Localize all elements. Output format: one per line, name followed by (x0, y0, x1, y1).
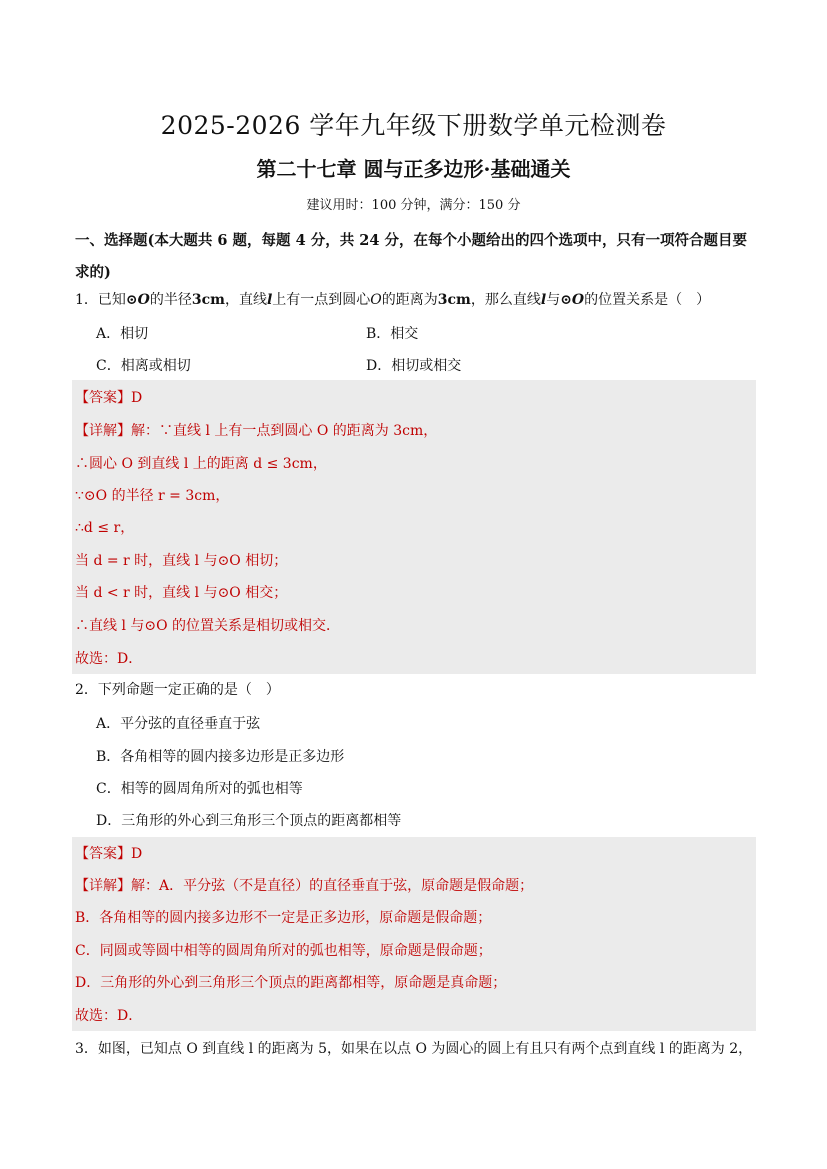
q2-detail-line: B．各角相等的圆内接多边形不一定是正多边形，原命题是假命题； (75, 910, 492, 926)
detail-label: 【详解】 (75, 423, 131, 439)
q1-option-b: B．相交 (366, 326, 419, 342)
q2-detail-text: 解：A．平分弦（不是直径）的直径垂直于弦，原命题是假命题； (131, 878, 534, 894)
q1-stem-part: 1．已知 (75, 292, 126, 308)
q1-detail-line: 当 d < r 时，直线 l 与⊙O 相交； (75, 585, 288, 601)
q1-option-d: D．相切或相交 (366, 358, 462, 374)
question-1-stem (75, 290, 710, 310)
line-symbol: l (540, 292, 547, 308)
q1-stem-part: ，那么直线 (470, 292, 541, 308)
q1-detail-line: ∴d ≤ r， (75, 520, 135, 536)
detail-label: 【详解】 (75, 878, 131, 894)
q1-detail-line: ∴直线 l 与⊙O 的位置关系是相切或相交． (75, 618, 341, 634)
q2-detail-line (75, 876, 533, 896)
q2-answer-box (72, 837, 756, 1031)
q1-option-c: C．相离或相切 (96, 358, 191, 374)
q1-stem-part: 的距离为 (381, 292, 438, 308)
chapter-subtitle: 第二十七章 圆与正多边形·基础通关 (256, 157, 571, 181)
q1-stem-part: ，直线 (224, 292, 267, 308)
q1-stem-part: 上有一点到圆心 (272, 292, 371, 308)
q2-option-a: A．平分弦的直径垂直于弦 (96, 716, 261, 732)
section-heading: 一、选择题(本大题共 6 题，每题 4 分，共 24 分，在每个小题给出的四个选项中，只有一项符合题目要求的) (75, 232, 748, 281)
q2-answer: 【答案】D (75, 846, 143, 862)
q2-option-c: C．相等的圆周角所对的弧也相等 (96, 781, 303, 797)
value-3cm: 3cm (191, 292, 225, 308)
circle-symbol: ⊙O (125, 292, 150, 308)
time-score-note: 建议用时：100 分钟，满分：150 分 (306, 198, 521, 213)
question-3-stem: 3．如图，已知点 O 到直线 l 的距离为 5，如果在以点 O 为圆心的圆上有且只有两个点到直线 l 的距离为 2， (75, 1041, 753, 1057)
q1-stem-part: 的位置关系是（ ） (584, 292, 711, 308)
q1-stem-part: 与 (546, 292, 561, 308)
value-3cm: 3cm (437, 292, 471, 308)
q2-detail-line: D．三角形的外心到三角形三个顶点的距离都相等，原命题是真命题； (75, 975, 507, 991)
line-symbol: l (266, 292, 273, 308)
q1-detail-text: 解：∵直线 l 上有一点到圆心 O 的距离为 3cm， (131, 423, 438, 439)
center-symbol: O (370, 292, 382, 308)
q1-stem-part: 的半径 (149, 292, 192, 308)
q2-option-b: B．各角相等的圆内接多边形是正多边形 (96, 749, 345, 765)
q1-detail-line: ∵⊙O 的半径 r = 3cm， (75, 488, 230, 504)
circle-symbol: ⊙O (560, 292, 585, 308)
q1-answer: 【答案】D (75, 390, 143, 406)
q2-detail-line: C．同圆或等圆中相等的圆周角所对的弧也相等，原命题是假命题； (75, 943, 492, 959)
question-2-stem: 2．下列命题一定正确的是（ ） (75, 682, 280, 698)
q1-detail-line: 当 d = r 时，直线 l 与⊙O 相切； (75, 553, 288, 569)
q1-option-a: A．相切 (96, 326, 149, 342)
q1-detail-line: ∴圆心 O 到直线 l 上的距离 d ≤ 3cm， (75, 456, 327, 472)
q1-detail-line: 故选：D． (75, 651, 143, 667)
q2-detail-line: 故选：D． (75, 1008, 143, 1024)
q1-detail-line (75, 421, 437, 441)
document-title: 2025-2026 学年九年级下册数学单元检测卷 (160, 111, 667, 140)
q2-option-d: D．三角形的外心到三角形三个顶点的距离都相等 (96, 813, 402, 829)
